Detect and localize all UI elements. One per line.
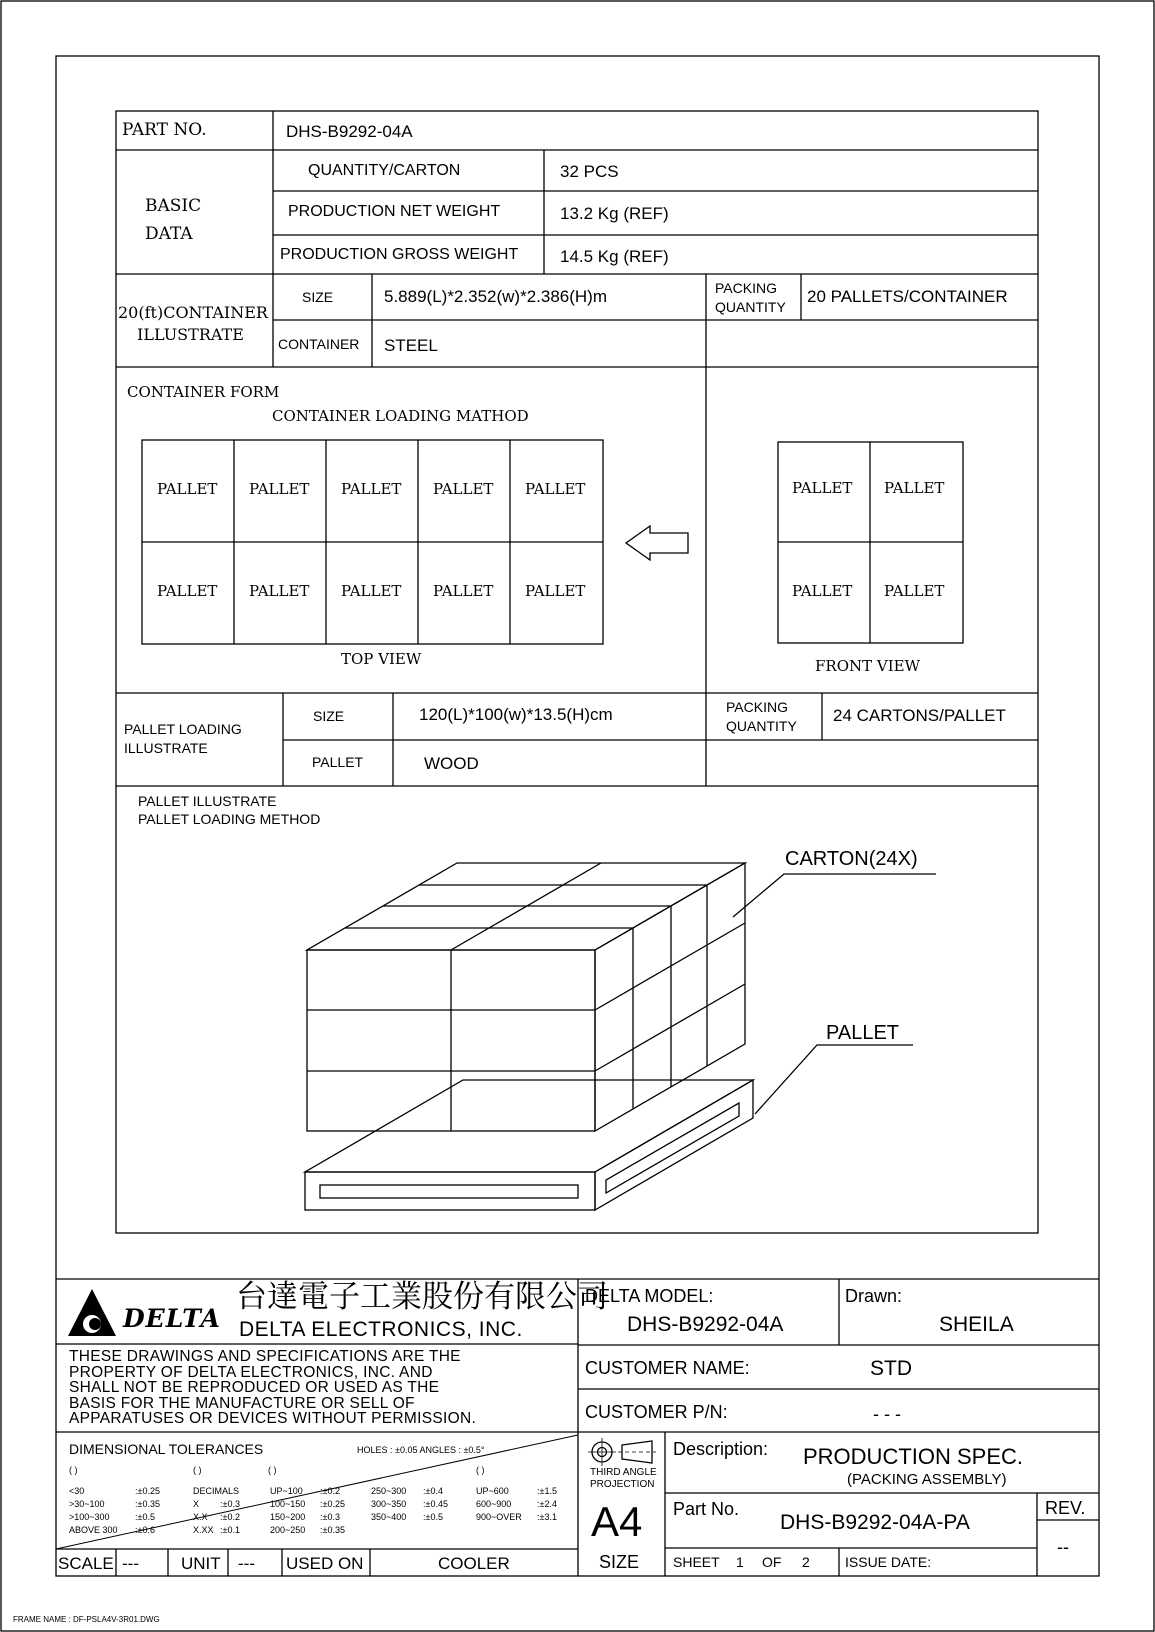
tol-range: 300~350 [371,1499,407,1509]
net-weight-label: PRODUCTION NET WEIGHT [288,203,501,220]
container-size-label: SIZE [302,289,334,305]
part-no-tb-label: Part No. [673,1499,740,1519]
pallet-packing-label: PACKING [726,699,788,715]
tol-col-1-values [135,1485,160,1537]
description-label: Description: [673,1439,769,1459]
basic-data-label: BASIC [145,196,202,216]
tol-value: :±0.6 [135,1525,155,1535]
sheet-label: SHEET [673,1554,720,1570]
pallet-size-label: SIZE [313,708,345,724]
tol-paren: ( ) [69,1465,78,1475]
pallet-cell: PALLET [884,582,945,600]
description-value: PRODUCTION SPEC. [803,1444,1024,1469]
tol-value: :±0.35 [320,1525,345,1535]
tol-col-5 [476,1485,522,1524]
tol-value: :±0.35 [135,1499,160,1509]
pallet-cell: PALLET [341,582,402,600]
pallet-packing-value: 24 CARTONS/PALLET [833,706,1006,725]
projection-label-2: PROJECTION [590,1479,655,1490]
tol-range: 100~150 [270,1499,306,1509]
container-size-value: 5.889(L)*2.352(w)*2.386(H)m [384,287,607,306]
tol-range: 150~200 [270,1512,306,1522]
pallet-type-value: WOOD [424,754,479,773]
company-name-cn: 台達電子工業股份有限公司 [236,1279,608,1315]
part-no-label: PART NO. [122,120,207,140]
notice-line: THESE DRAWINGS AND SPECIFICATIONS ARE THE [69,1348,461,1365]
pallet-cell: PALLET [792,582,853,600]
pallet-size-value: 120(L)*100(w)*13.5(H)cm [419,705,613,724]
pallet-cell: PALLET [525,582,586,600]
tol-col-5-values [537,1485,557,1524]
drawn-label: Drawn: [845,1286,903,1306]
tol-range: UP~600 [476,1486,509,1496]
gross-weight-label: PRODUCTION GROSS WEIGHT [280,246,519,263]
container-type-label: CONTAINER [278,336,360,352]
pallet-cell: PALLET [249,480,310,498]
quantity-carton-value: 32 PCS [560,162,619,181]
pallet-cell: PALLET [157,582,218,600]
loading-direction-arrow [626,526,688,560]
delta-model-label: DELTA MODEL: [585,1286,714,1306]
tol-paren: ( ) [193,1465,202,1475]
customer-pn-value: - - - [873,1404,901,1424]
notice-line: APPARATUSES OR DEVICES WITHOUT PERMISSION. [69,1410,477,1427]
tol-range: X.XX [193,1525,214,1535]
of-label: OF [762,1554,782,1570]
customer-name-value: STD [870,1357,912,1380]
tol-value [220,1485,240,1498]
tol-value: :±2.4 [537,1499,557,1509]
pallet-cell: PALLET [525,480,586,498]
pallet-loading-method-title: PALLET LOADING METHOD [138,811,321,827]
customer-pn-label: CUSTOMER P/N: [585,1402,728,1422]
tol-range: 350~400 [371,1512,407,1522]
tol-range: 600~900 [476,1499,512,1509]
container-form-title: CONTAINER FORM [127,383,280,401]
customer-name-label: CUSTOMER NAME: [585,1358,750,1378]
pallet-type-label: PALLET [312,754,364,770]
frame-name: FRAME NAME : DF-PSLA4V-3R01.DWG [13,1615,160,1624]
used-on-label: USED ON [286,1554,364,1573]
tol-col-1 [69,1485,118,1537]
tol-range: 900~OVER [476,1512,522,1522]
sheet-total: 2 [802,1554,810,1570]
notice-line: SHALL NOT BE REPRODUCED OR USED AS THE [69,1379,440,1396]
sheet-number: 1 [736,1554,744,1570]
scale-value: --- [122,1554,139,1573]
container-loading-title: CONTAINER LOADING MATHOD [272,407,529,425]
tol-range: >100~300 [69,1512,110,1522]
pallet-section-label-2: ILLUSTRATE [124,740,208,756]
tol-value: :±0.45 [423,1499,448,1509]
tol-range: <30 [69,1486,85,1496]
tol-value: :±0.3 [220,1499,240,1509]
delta-model-value: DHS-B9292-04A [627,1313,784,1336]
tol-range: X.X [193,1512,208,1522]
projection-label: THIRD ANGLE [590,1467,657,1478]
tol-col-2-values [220,1485,240,1537]
sheet-size-value: A4 [591,1498,643,1545]
notice-text [69,1349,476,1427]
tolerances-title: DIMENSIONAL TOLERANCES [69,1441,264,1457]
container-type-value: STEEL [384,336,438,355]
tol-value: :±0.2 [320,1486,340,1496]
tol-value: :±0.25 [135,1486,160,1496]
part-no-value: DHS-B9292-04A [286,122,413,141]
container-packing-value: 20 PALLETS/CONTAINER [807,287,1008,306]
tol-range: ABOVE 300 [69,1525,118,1535]
container-packing-label-2: QUANTITY [715,299,786,315]
scale-label: SCALE [58,1554,114,1573]
tol-value: :±0.1 [220,1525,240,1535]
tol-value: :±3.1 [537,1512,557,1522]
tol-range: X [193,1499,200,1509]
pallet-callout: PALLET [826,1022,899,1044]
tol-col-4 [371,1485,406,1524]
pallet-cell: PALLET [884,479,945,497]
pallet-cell: PALLET [249,582,310,600]
part-no-tb-value: DHS-B9292-04A-PA [780,1511,970,1534]
tol-col-3 [270,1485,305,1537]
tol-range: UP~100 [270,1486,303,1496]
tol-col-3-values [320,1485,345,1537]
drawn-value: SHEILA [939,1313,1014,1336]
basic-data-label-2: DATA [145,224,193,244]
pallet-cell: PALLET [157,480,218,498]
unit-value: --- [238,1554,255,1573]
pallet-illustrate-title: PALLET ILLUSTRATE [138,793,277,809]
pallet-cell: PALLET [341,480,402,498]
notice-line: PROPERTY OF DELTA ELECTRONICS, INC. AND [69,1363,433,1381]
tol-col-4-values [423,1485,448,1524]
notice-line: BASIS FOR THE MANUFACTURE OR SELL OF [69,1394,415,1412]
pallet-cell: PALLET [433,582,494,600]
tol-range: 200~250 [270,1525,306,1535]
sheet-size-label: SIZE [599,1552,640,1572]
tol-range: >30~100 [69,1499,105,1509]
tol-value: :±0.5 [135,1512,155,1522]
unit-label: UNIT [181,1554,221,1573]
rev-value: -- [1057,1537,1069,1557]
tol-range: 250~300 [371,1486,407,1496]
holes-angles: HOLES : ±0.05 ANGLES : ±0.5° [357,1445,485,1455]
tol-value: :±0.3 [320,1512,340,1522]
used-on-value: COOLER [438,1554,510,1573]
net-weight-value: 13.2 Kg (REF) [560,204,669,223]
tol-value: :±0.4 [423,1486,443,1496]
container-section-label: 20(ft)CONTAINER [118,303,268,322]
carton-callout: CARTON(24X) [785,848,918,870]
pallet-packing-label-2: QUANTITY [726,718,797,734]
front-view-label: FRONT VIEW [815,657,921,675]
tol-value: :±1.5 [537,1486,557,1496]
description-sub: (PACKING ASSEMBLY) [847,1471,1007,1488]
container-packing-label: PACKING [715,280,777,296]
pallet-cell: PALLET [433,480,494,498]
gross-weight-value: 14.5 Kg (REF) [560,247,669,266]
tol-range: DECIMALS [193,1486,240,1496]
quantity-carton-label: QUANTITY/CARTON [308,162,461,179]
delta-logo-text: DELTA [123,1304,221,1333]
delta-logo-icon [68,1289,116,1336]
pallet-cell: PALLET [792,479,853,497]
issue-date-label: ISSUE DATE: [845,1554,932,1570]
pallet-section-label: PALLET LOADING [124,721,242,737]
tol-value: :±0.2 [220,1512,240,1522]
tol-value: :±0.5 [423,1512,443,1522]
company-name-en: DELTA ELECTRONICS, INC. [239,1318,523,1341]
tol-paren: ( ) [268,1465,277,1475]
top-view-label: TOP VIEW [341,650,422,668]
rev-label: REV. [1045,1498,1086,1518]
tol-value: :±0.25 [320,1499,345,1509]
tol-paren: ( ) [476,1465,485,1475]
container-section-label-2: ILLUSTRATE [137,325,244,344]
